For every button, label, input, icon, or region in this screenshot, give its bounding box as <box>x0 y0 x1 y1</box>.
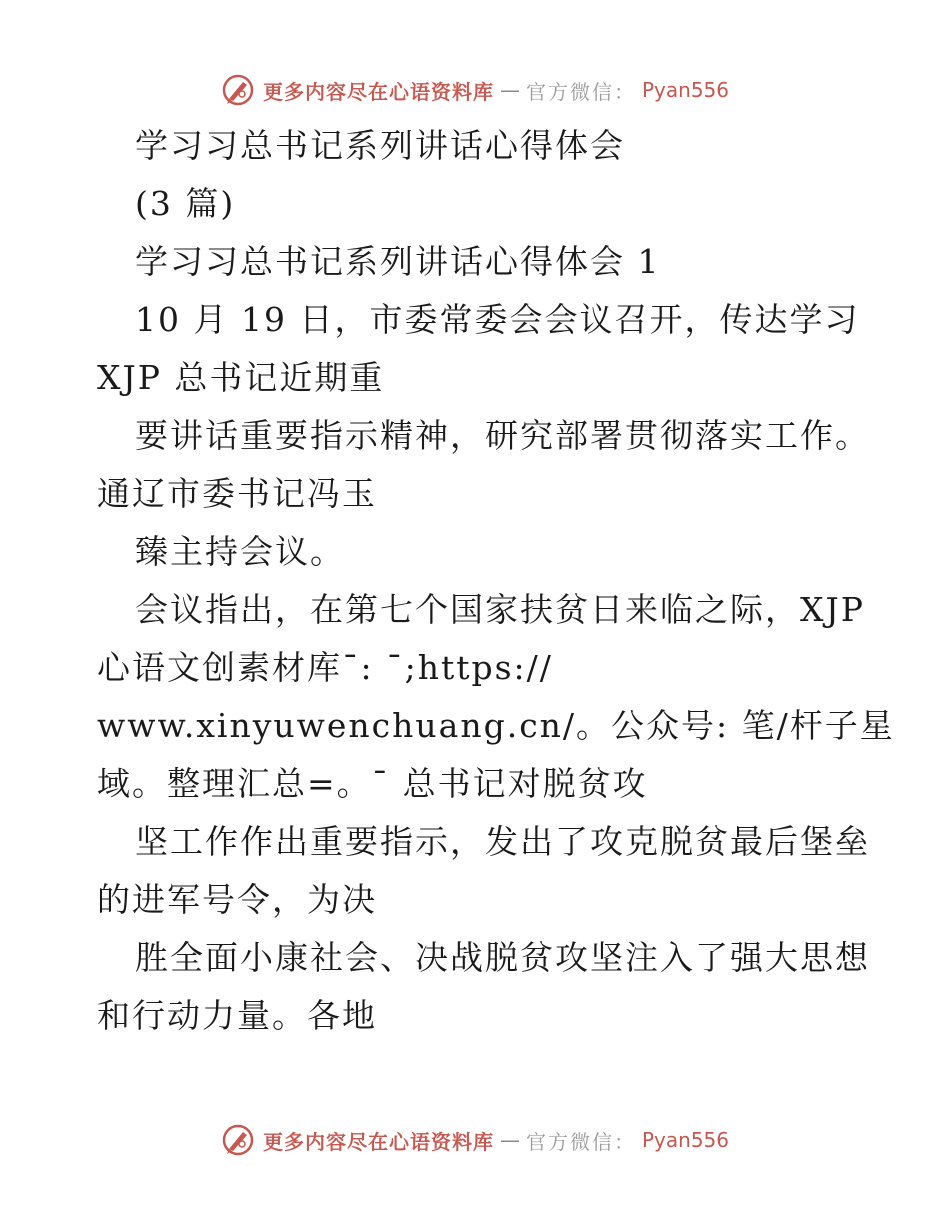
paragraph-line: 通辽市委书记冯玉 <box>97 474 377 513</box>
section-heading: 学习习总书记系列讲话心得体会 1 <box>135 242 661 281</box>
banner-dash: — <box>499 78 520 102</box>
pen-in-circle-logo <box>221 73 255 107</box>
banner-brand-text: 更多内容尽在心语资料库 <box>262 1129 494 1154</box>
paragraph-line: 域。整理汇总=。¯ 总书记对脱贫攻 <box>97 764 648 803</box>
paragraph-line: 的进军号令，为决 <box>97 880 377 919</box>
document-title: 学习习总书记系列讲话心得体会 <box>135 126 625 165</box>
pen-in-circle-logo <box>221 1123 255 1157</box>
banner-wechat-prefix: 官方微信： <box>525 1129 636 1154</box>
paragraph-line: 会议指出，在第七个国家扶贫日来临之际，XJP <box>135 590 865 629</box>
paragraph-line: 胜全面小康社会、决战脱贫攻坚注入了强大思想 <box>135 938 870 977</box>
document-body <box>0 117 950 1045</box>
paragraph-line: 坚工作作出重要指示，发出了攻克脱贫最后堡垒 <box>135 822 870 861</box>
paragraph-line: 要讲话重要指示精神，研究部署贯彻落实工作。 <box>135 416 870 455</box>
paragraph-line: XJP 总书记近期重 <box>97 358 385 397</box>
footer-banner <box>0 1118 950 1162</box>
document-subtitle: (3 篇) <box>135 184 236 223</box>
header-banner <box>0 68 950 112</box>
banner-wechat-id: Pyan556 <box>641 78 729 102</box>
banner-wechat-prefix: 官方微信： <box>525 79 636 104</box>
banner-wechat-id: Pyan556 <box>641 1128 729 1152</box>
paragraph-line: 心语文创素材库¯: ¯;https:// <box>97 648 553 687</box>
paragraph-line: www.xinyuwenchuang.cn/。公众号: 笔/杆子星 <box>97 706 895 745</box>
banner-dash: — <box>499 1128 520 1152</box>
paragraph-line: 和行动力量。各地 <box>97 996 377 1035</box>
paragraph-line: 10 月 19 日，市委常委会会议召开，传达学习 <box>135 300 860 339</box>
paragraph-line: 臻主持会议。 <box>135 532 345 571</box>
banner-brand-text: 更多内容尽在心语资料库 <box>262 79 494 104</box>
